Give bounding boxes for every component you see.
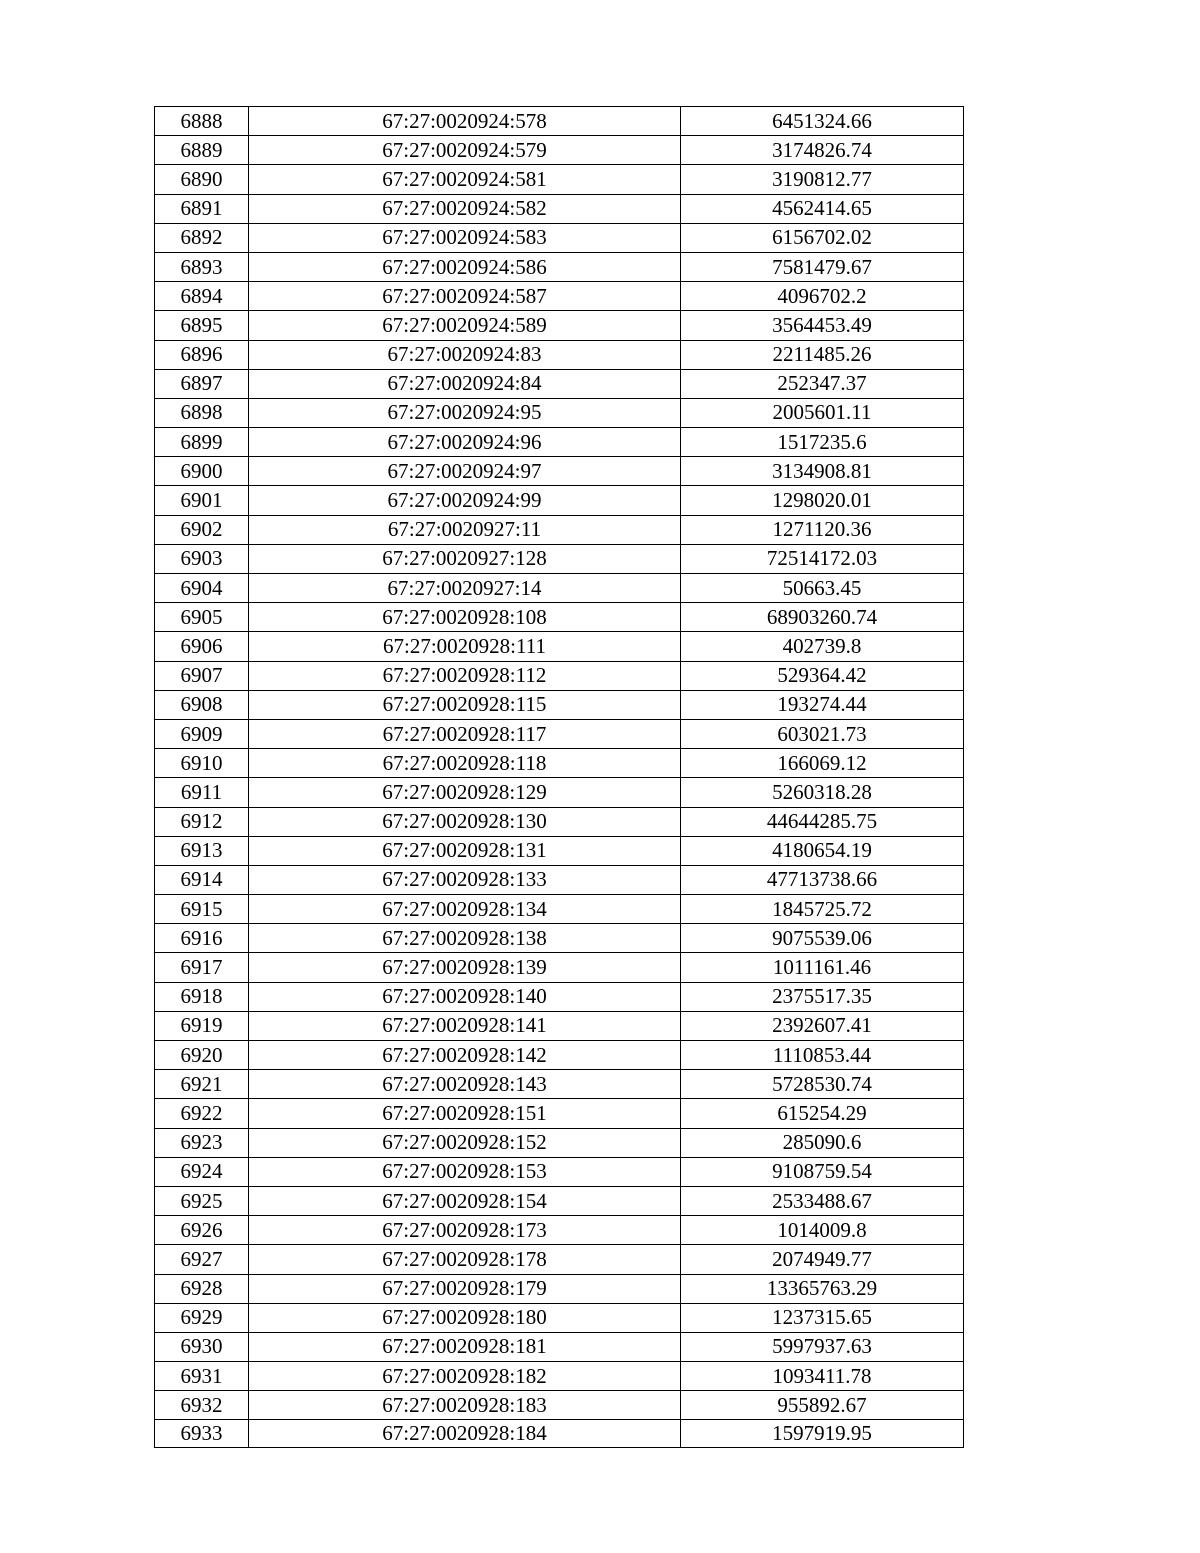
cadastral-number-cell: 67:27:0020928:117 (249, 719, 681, 748)
table-row (155, 369, 964, 398)
cadastral-number-cell: 67:27:0020924:579 (249, 136, 681, 165)
cadastral-value-cell: 402739.8 (681, 632, 964, 661)
table-row (155, 1332, 964, 1361)
table-row (155, 1274, 964, 1303)
cadastral-value-cell: 4096702.2 (681, 282, 964, 311)
table-row (155, 311, 964, 340)
table-row (155, 136, 964, 165)
cadastral-value-cell: 615254.29 (681, 1099, 964, 1128)
row-number-cell: 6916 (155, 924, 249, 953)
row-number-cell: 6927 (155, 1245, 249, 1274)
cadastral-number-cell: 67:27:0020928:129 (249, 778, 681, 807)
row-number-cell: 6899 (155, 428, 249, 457)
cadastral-number-cell: 67:27:0020924:582 (249, 194, 681, 223)
cadastral-value-cell: 1271120.36 (681, 515, 964, 544)
table-row (155, 807, 964, 836)
row-number-cell: 6905 (155, 603, 249, 632)
cadastral-number-cell: 67:27:0020928:180 (249, 1303, 681, 1332)
table-row (155, 340, 964, 369)
cadastral-value-cell: 1298020.01 (681, 486, 964, 515)
row-number-cell: 6888 (155, 107, 249, 136)
table-row (155, 223, 964, 252)
row-number-cell: 6901 (155, 486, 249, 515)
table-row (155, 982, 964, 1011)
cadastral-number-cell: 67:27:0020928:131 (249, 836, 681, 865)
cadastral-number-cell: 67:27:0020924:97 (249, 457, 681, 486)
row-number-cell: 6921 (155, 1070, 249, 1099)
row-number-cell: 6890 (155, 165, 249, 194)
table-row (155, 428, 964, 457)
cadastral-number-cell: 67:27:0020928:138 (249, 924, 681, 953)
cadastral-value-cell: 1845725.72 (681, 895, 964, 924)
cadastral-number-cell: 67:27:0020928:179 (249, 1274, 681, 1303)
row-number-cell: 6900 (155, 457, 249, 486)
cadastral-number-cell: 67:27:0020928:130 (249, 807, 681, 836)
cadastral-number-cell: 67:27:0020928:183 (249, 1391, 681, 1420)
cadastral-number-cell: 67:27:0020928:143 (249, 1070, 681, 1099)
row-number-cell: 6891 (155, 194, 249, 223)
row-number-cell: 6920 (155, 1041, 249, 1070)
table-row (155, 1128, 964, 1157)
cadastral-value-cell: 1093411.78 (681, 1362, 964, 1391)
table-row (155, 924, 964, 953)
row-number-cell: 6918 (155, 982, 249, 1011)
row-number-cell: 6932 (155, 1391, 249, 1420)
cadastral-number-cell: 67:27:0020928:181 (249, 1332, 681, 1361)
cadastral-value-cell: 6451324.66 (681, 107, 964, 136)
cadastral-value-cell: 2074949.77 (681, 1245, 964, 1274)
row-number-cell: 6926 (155, 1216, 249, 1245)
cadastral-value-cell: 9108759.54 (681, 1157, 964, 1186)
cadastral-number-cell: 67:27:0020924:583 (249, 223, 681, 252)
cadastral-value-cell: 6156702.02 (681, 223, 964, 252)
table-row (155, 1362, 964, 1391)
table-row (155, 282, 964, 311)
cadastral-number-cell: 67:27:0020928:154 (249, 1186, 681, 1215)
cadastral-number-cell: 67:27:0020928:152 (249, 1128, 681, 1157)
cadastral-number-cell: 67:27:0020928:184 (249, 1420, 681, 1448)
cadastral-number-cell: 67:27:0020927:128 (249, 544, 681, 573)
cadastral-value-cell: 1011161.46 (681, 953, 964, 982)
row-number-cell: 6907 (155, 661, 249, 690)
cadastral-value-cell: 166069.12 (681, 749, 964, 778)
row-number-cell: 6910 (155, 749, 249, 778)
row-number-cell: 6923 (155, 1128, 249, 1157)
cadastral-value-cell: 5997937.63 (681, 1332, 964, 1361)
row-number-cell: 6931 (155, 1362, 249, 1391)
cadastral-number-cell: 67:27:0020928:142 (249, 1041, 681, 1070)
table-row (155, 515, 964, 544)
table-row (155, 778, 964, 807)
cadastral-value-cell: 3174826.74 (681, 136, 964, 165)
table-row (155, 953, 964, 982)
cadastral-value-cell: 5260318.28 (681, 778, 964, 807)
table-row (155, 749, 964, 778)
table-row (155, 1186, 964, 1215)
cadastral-value-cell: 1110853.44 (681, 1041, 964, 1070)
row-number-cell: 6919 (155, 1011, 249, 1040)
table-row (155, 486, 964, 515)
cadastral-value-cell: 1517235.6 (681, 428, 964, 457)
table-row (155, 574, 964, 603)
cadastral-value-cell: 252347.37 (681, 369, 964, 398)
table-row (155, 1157, 964, 1186)
table-row (155, 1303, 964, 1332)
row-number-cell: 6922 (155, 1099, 249, 1128)
cadastral-value-cell: 4180654.19 (681, 836, 964, 865)
cadastral-value-cell: 1597919.95 (681, 1420, 964, 1448)
cadastral-value-cell: 285090.6 (681, 1128, 964, 1157)
cadastral-number-cell: 67:27:0020924:589 (249, 311, 681, 340)
table-row (155, 603, 964, 632)
row-number-cell: 6925 (155, 1186, 249, 1215)
cadastral-value-cell: 193274.44 (681, 690, 964, 719)
row-number-cell: 6909 (155, 719, 249, 748)
row-number-cell: 6906 (155, 632, 249, 661)
cadastral-value-cell: 44644285.75 (681, 807, 964, 836)
table-row (155, 719, 964, 748)
cadastral-number-cell: 67:27:0020928:112 (249, 661, 681, 690)
cadastral-number-cell: 67:27:0020928:108 (249, 603, 681, 632)
row-number-cell: 6898 (155, 398, 249, 427)
cadastral-value-cell: 2392607.41 (681, 1011, 964, 1040)
table-body (155, 107, 964, 1448)
cadastral-number-cell: 67:27:0020927:14 (249, 574, 681, 603)
row-number-cell: 6917 (155, 953, 249, 982)
row-number-cell: 6912 (155, 807, 249, 836)
cadastral-number-cell: 67:27:0020924:581 (249, 165, 681, 194)
cadastral-value-cell: 5728530.74 (681, 1070, 964, 1099)
cadastral-number-cell: 67:27:0020924:586 (249, 252, 681, 281)
cadastral-value-cell: 2005601.11 (681, 398, 964, 427)
cadastral-value-cell: 529364.42 (681, 661, 964, 690)
row-number-cell: 6897 (155, 369, 249, 398)
cadastral-number-cell: 67:27:0020928:115 (249, 690, 681, 719)
cadastral-number-cell: 67:27:0020928:118 (249, 749, 681, 778)
table-row (155, 194, 964, 223)
row-number-cell: 6893 (155, 252, 249, 281)
table-row (155, 1391, 964, 1420)
table-row (155, 1041, 964, 1070)
table-row (155, 165, 964, 194)
table-row (155, 1099, 964, 1128)
cadastral-value-cell: 2533488.67 (681, 1186, 964, 1215)
table-row (155, 632, 964, 661)
table-row (155, 895, 964, 924)
cadastral-number-cell: 67:27:0020928:134 (249, 895, 681, 924)
row-number-cell: 6903 (155, 544, 249, 573)
cadastral-number-cell: 67:27:0020928:178 (249, 1245, 681, 1274)
cadastral-value-cell: 9075539.06 (681, 924, 964, 953)
cadastral-number-cell: 67:27:0020924:99 (249, 486, 681, 515)
row-number-cell: 6892 (155, 223, 249, 252)
row-number-cell: 6930 (155, 1332, 249, 1361)
row-number-cell: 6913 (155, 836, 249, 865)
row-number-cell: 6908 (155, 690, 249, 719)
table-row (155, 1011, 964, 1040)
row-number-cell: 6929 (155, 1303, 249, 1332)
row-number-cell: 6904 (155, 574, 249, 603)
cadastral-number-cell: 67:27:0020924:578 (249, 107, 681, 136)
cadastral-value-cell: 3190812.77 (681, 165, 964, 194)
row-number-cell: 6915 (155, 895, 249, 924)
cadastral-value-cell: 13365763.29 (681, 1274, 964, 1303)
cadastral-number-cell: 67:27:0020928:111 (249, 632, 681, 661)
cadastral-value-cell: 3564453.49 (681, 311, 964, 340)
cadastral-number-cell: 67:27:0020928:133 (249, 865, 681, 894)
cadastral-number-cell: 67:27:0020928:140 (249, 982, 681, 1011)
cadastral-number-cell: 67:27:0020927:11 (249, 515, 681, 544)
cadastral-value-cell: 955892.67 (681, 1391, 964, 1420)
cadastral-value-cell: 3134908.81 (681, 457, 964, 486)
table-row (155, 836, 964, 865)
row-number-cell: 6911 (155, 778, 249, 807)
table-row (155, 252, 964, 281)
cadastral-value-table (154, 106, 964, 1448)
cadastral-value-cell: 47713738.66 (681, 865, 964, 894)
row-number-cell: 6914 (155, 865, 249, 894)
table-row (155, 661, 964, 690)
cadastral-value-cell: 603021.73 (681, 719, 964, 748)
cadastral-value-cell: 72514172.03 (681, 544, 964, 573)
cadastral-value-cell: 2375517.35 (681, 982, 964, 1011)
cadastral-value-cell: 68903260.74 (681, 603, 964, 632)
cadastral-value-cell: 1237315.65 (681, 1303, 964, 1332)
table-row (155, 1070, 964, 1099)
table-row (155, 398, 964, 427)
table-row (155, 1245, 964, 1274)
cadastral-number-cell: 67:27:0020924:83 (249, 340, 681, 369)
cadastral-number-cell: 67:27:0020924:587 (249, 282, 681, 311)
row-number-cell: 6895 (155, 311, 249, 340)
table-row (155, 1420, 964, 1448)
table-row (155, 107, 964, 136)
cadastral-value-cell: 50663.45 (681, 574, 964, 603)
row-number-cell: 6889 (155, 136, 249, 165)
table-row (155, 544, 964, 573)
table-row (155, 1216, 964, 1245)
cadastral-value-cell: 2211485.26 (681, 340, 964, 369)
row-number-cell: 6894 (155, 282, 249, 311)
cadastral-number-cell: 67:27:0020928:151 (249, 1099, 681, 1128)
cadastral-number-cell: 67:27:0020924:96 (249, 428, 681, 457)
row-number-cell: 6928 (155, 1274, 249, 1303)
cadastral-value-cell: 4562414.65 (681, 194, 964, 223)
cadastral-value-cell: 7581479.67 (681, 252, 964, 281)
row-number-cell: 6902 (155, 515, 249, 544)
cadastral-number-cell: 67:27:0020928:139 (249, 953, 681, 982)
cadastral-number-cell: 67:27:0020928:153 (249, 1157, 681, 1186)
cadastral-number-cell: 67:27:0020928:173 (249, 1216, 681, 1245)
cadastral-value-cell: 1014009.8 (681, 1216, 964, 1245)
row-number-cell: 6933 (155, 1420, 249, 1448)
cadastral-number-cell: 67:27:0020924:84 (249, 369, 681, 398)
cadastral-number-cell: 67:27:0020928:141 (249, 1011, 681, 1040)
cadastral-number-cell: 67:27:0020928:182 (249, 1362, 681, 1391)
table-row (155, 690, 964, 719)
table-row (155, 457, 964, 486)
row-number-cell: 6924 (155, 1157, 249, 1186)
cadastral-number-cell: 67:27:0020924:95 (249, 398, 681, 427)
table-row (155, 865, 964, 894)
row-number-cell: 6896 (155, 340, 249, 369)
